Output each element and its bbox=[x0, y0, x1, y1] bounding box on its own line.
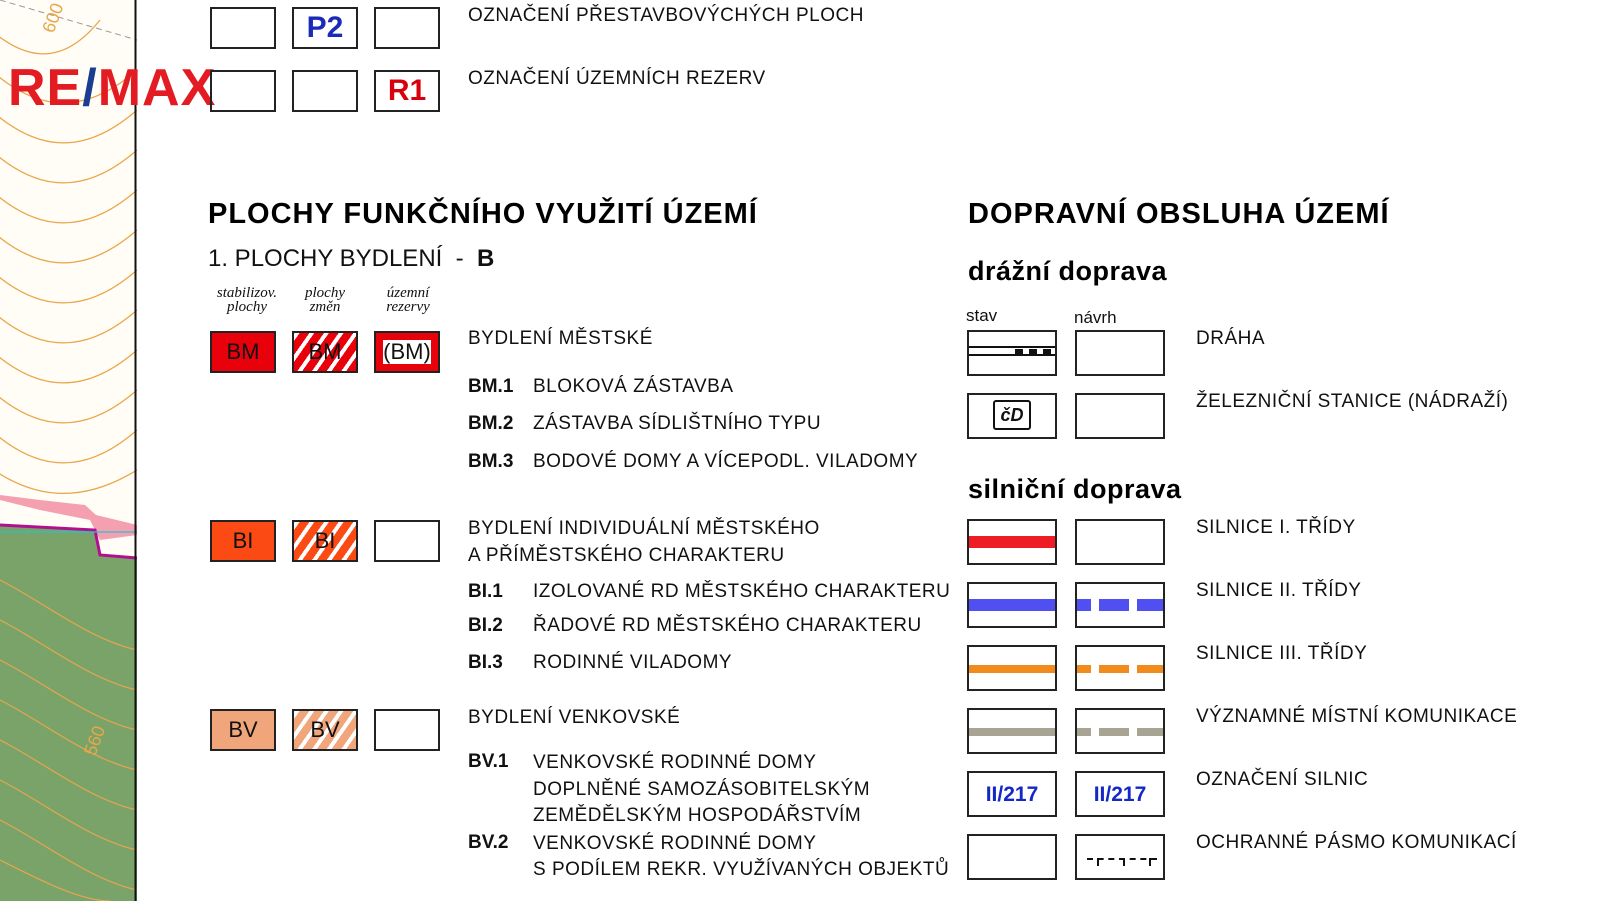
item-label: VENKOVSKÉ RODINNÉ DOMY bbox=[533, 752, 817, 773]
legend-box-empty bbox=[374, 7, 440, 49]
col-header-stav: stav bbox=[966, 306, 998, 325]
item-label: RODINNÉ VILADOMY bbox=[533, 652, 733, 673]
road-name-proposed: II/217 bbox=[1075, 771, 1165, 817]
col-header-reserves: územní rezervy bbox=[386, 285, 430, 315]
contour-label-top: 600 bbox=[38, 0, 68, 36]
item-label: IZOLOVANÉ RD MĚSTSKÉHO CHARAKTERU bbox=[533, 581, 951, 602]
group-label-bi-line2: A PŘÍMĚSTSKÉHO CHARAKTERU bbox=[468, 545, 785, 566]
map-excerpt bbox=[0, 0, 137, 901]
road-label-protection: OCHRANNÉ PÁSMO KOMUNIKACÍ bbox=[1196, 832, 1517, 853]
group-label-bi: BYDLENÍ INDIVIDUÁLNÍ MĚSTSKÉHO bbox=[468, 518, 820, 539]
item-label: BODOVÉ DOMY A VÍCEPODL. VILADOMY bbox=[533, 451, 919, 472]
remax-logo: RE/MAX bbox=[8, 59, 217, 117]
legend-label-prestavba: OZNAČENÍ PŘESTAVBOVÝCHÝCH PLOCH bbox=[468, 5, 864, 26]
item-code: BI.1 bbox=[468, 581, 503, 602]
item-label: ZÁSTAVBA SÍDLIŠTNÍHO TYPU bbox=[533, 413, 822, 434]
col-header-changes: plochy změn bbox=[305, 285, 345, 315]
item-label: ŘADOVÉ RD MĚSTSKÉHO CHARAKTERU bbox=[533, 615, 922, 636]
legend-label-rezervy: OZNAČENÍ ÚZEMNÍCH REZERV bbox=[468, 68, 766, 89]
subsection-title-rail: drážní doprava bbox=[968, 256, 1168, 286]
section-title-transport: DOPRAVNÍ OBSLUHA ÚZEMÍ bbox=[968, 198, 1390, 230]
cd-logo-icon: čD bbox=[993, 400, 1031, 430]
road-label-3: SILNICE III. TŘÍDY bbox=[1196, 643, 1368, 664]
legend-box-empty bbox=[210, 7, 276, 49]
item-label: S PODÍLEM REKR. VYUŽÍVANÝCH OBJEKTŮ bbox=[533, 859, 950, 880]
section-title-functional: PLOCHY FUNKČNÍHO VYUŽITÍ ÚZEMÍ bbox=[208, 198, 758, 230]
legend-box-empty bbox=[210, 70, 276, 112]
item-code: BM.3 bbox=[468, 451, 514, 472]
swatch-bm-reserve: (BM) bbox=[374, 331, 440, 373]
local-road-proposed bbox=[1075, 708, 1165, 754]
rail-line-existing bbox=[967, 330, 1057, 376]
item-label: BLOKOVÁ ZÁSTAVBA bbox=[533, 376, 734, 397]
road-2-existing bbox=[967, 582, 1057, 628]
road-label-local: VÝZNAMNÉ MÍSTNÍ KOMUNIKACE bbox=[1196, 706, 1518, 727]
item-label: VENKOVSKÉ RODINNÉ DOMY bbox=[533, 833, 817, 854]
item-code: BI.3 bbox=[468, 652, 503, 673]
rail-line-proposed bbox=[1075, 330, 1165, 376]
swatch-bv-stabilized: BV bbox=[210, 709, 276, 751]
rail-label-draha: DRÁHA bbox=[1196, 328, 1266, 349]
group-label-bv: BYDLENÍ VENKOVSKÉ bbox=[468, 707, 681, 728]
legend-box-p2: P2 bbox=[292, 7, 358, 49]
col-header-navrh: návrh bbox=[1074, 308, 1117, 327]
swatch-bi-reserve bbox=[374, 520, 440, 562]
road-name-existing: II/217 bbox=[967, 771, 1057, 817]
swatch-bv-change: BV bbox=[292, 709, 358, 751]
road-label-2: SILNICE II. TŘÍDY bbox=[1196, 580, 1362, 601]
item-code: BM.1 bbox=[468, 376, 514, 397]
swatch-bm-change: BM bbox=[292, 331, 358, 373]
col-header-stabilized: stabilizov. plochy bbox=[216, 285, 278, 315]
road-3-proposed bbox=[1075, 645, 1165, 691]
station-proposed bbox=[1075, 393, 1165, 439]
contour-label-bottom: 560 bbox=[80, 723, 110, 759]
item-code: BV.2 bbox=[468, 832, 509, 853]
subsection-title-housing: 1. PLOCHY BYDLENÍ - B bbox=[208, 245, 495, 272]
protection-zone-proposed bbox=[1075, 834, 1165, 880]
road-3-existing bbox=[967, 645, 1057, 691]
group-label-bm: BYDLENÍ MĚSTSKÉ bbox=[468, 328, 653, 349]
station-existing bbox=[967, 393, 1057, 439]
item-code: BV.1 bbox=[468, 751, 509, 772]
item-code: BI.2 bbox=[468, 615, 503, 636]
road-label-designation: OZNAČENÍ SILNIC bbox=[1196, 769, 1369, 790]
rail-label-station: ŽELEZNIČNÍ STANICE (NÁDRAŽÍ) bbox=[1196, 391, 1509, 412]
road-2-proposed bbox=[1075, 582, 1165, 628]
item-label: ZEMĚDĚLSKÝM HOSPODÁŘSTVÍM bbox=[533, 805, 862, 826]
road-1-proposed bbox=[1075, 519, 1165, 565]
legend-box-empty bbox=[292, 70, 358, 112]
swatch-bv-reserve bbox=[374, 709, 440, 751]
swatch-bi-change: BI bbox=[292, 520, 358, 562]
swatch-bm-stabilized: BM bbox=[210, 331, 276, 373]
subsection-title-road: silniční doprava bbox=[968, 474, 1182, 504]
protection-zone-existing bbox=[967, 834, 1057, 880]
road-label-1: SILNICE I. TŘÍDY bbox=[1196, 517, 1356, 538]
item-code: BM.2 bbox=[468, 413, 514, 434]
legend-box-r1: R1 bbox=[374, 70, 440, 112]
local-road-existing bbox=[967, 708, 1057, 754]
road-1-existing bbox=[967, 519, 1057, 565]
swatch-bi-stabilized: BI bbox=[210, 520, 276, 562]
item-label: DOPLNĚNÉ SAMOZÁSOBITELSKÝM bbox=[533, 779, 871, 800]
